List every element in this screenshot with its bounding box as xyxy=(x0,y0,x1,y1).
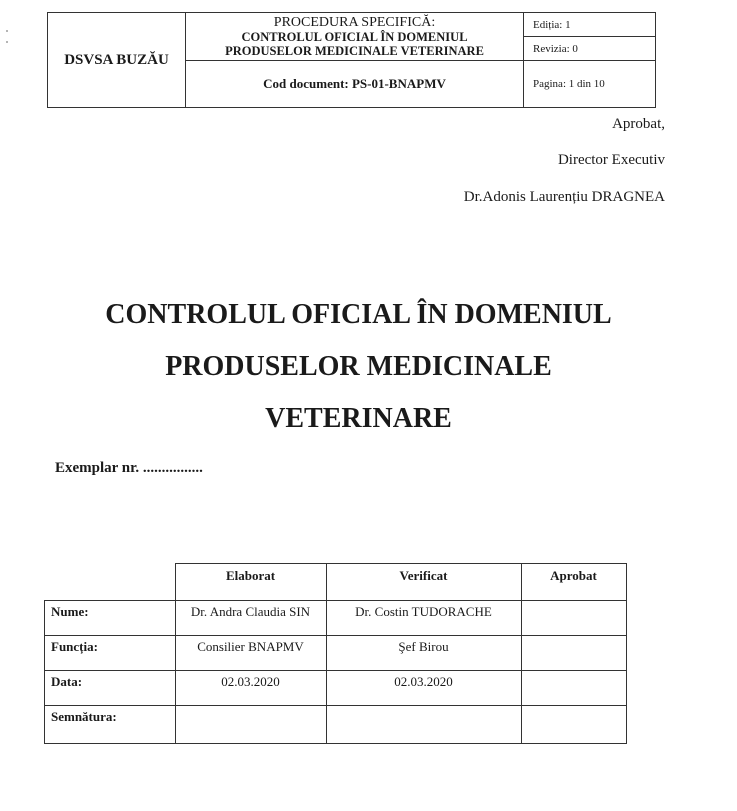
cell-aprobat-functia xyxy=(521,636,626,671)
header-verificat: Verificat xyxy=(326,564,521,601)
row-label-functia: Funcția: xyxy=(45,636,176,671)
approval-name: Dr.Adonis Laurențiu DRAGNEA xyxy=(463,189,665,205)
document-title-line1: CONTROLUL OFICIAL ÎN DOMENIUL xyxy=(105,299,612,330)
cell-verificat-functia: Şef Birou xyxy=(326,636,521,671)
header-aprobat: Aprobat xyxy=(521,564,626,601)
cell-aprobat-semnatura xyxy=(521,706,626,744)
cell-aprobat-data xyxy=(521,671,626,706)
document-title-line2: PRODUSELOR MEDICINALE xyxy=(165,351,552,382)
cell-elaborat-data: 02.03.2020 xyxy=(175,671,326,706)
table-row xyxy=(45,671,627,706)
signature-table xyxy=(44,563,627,744)
cell-elaborat-semnatura xyxy=(175,706,326,744)
organization-name: DSVSA BUZĂU xyxy=(48,13,186,108)
cell-verificat-data: 02.03.2020 xyxy=(326,671,521,706)
table-row xyxy=(45,636,627,671)
row-label-nume: Nume: xyxy=(45,601,176,636)
scan-artifact xyxy=(6,30,9,46)
approval-role: Director Executiv xyxy=(557,152,665,168)
revision-cell: Revizia: 0 xyxy=(524,37,656,61)
cell-elaborat-functia: Consilier BNAPMV xyxy=(175,636,326,671)
table-row xyxy=(45,601,627,636)
cell-aprobat-nume xyxy=(521,601,626,636)
procedure-subject-line1: CONTROLUL OFICIAL ÎN DOMENIUL xyxy=(241,29,468,44)
document-code: Cod document: PS-01-BNAPMV xyxy=(186,61,524,108)
header-elaborat: Elaborat xyxy=(175,564,326,601)
cell-verificat-semnatura xyxy=(326,706,521,744)
row-label-semnatura: Semnătura: xyxy=(45,706,176,744)
table-row xyxy=(45,706,627,744)
header-empty-cell xyxy=(45,564,176,601)
signature-table-header xyxy=(45,564,627,601)
procedure-label: PROCEDURA SPECIFICĂ: xyxy=(273,14,436,30)
document-title-line3: VETERINARE xyxy=(265,403,452,434)
exemplar-number: Exemplar nr. ................ xyxy=(55,460,203,476)
cell-verificat-nume: Dr. Costin TUDORACHE xyxy=(326,601,521,636)
page-number: Pagina: 1 din 10 xyxy=(524,61,656,108)
cell-elaborat-nume: Dr. Andra Claudia SIN xyxy=(175,601,326,636)
edition-cell: Ediția: 1 xyxy=(524,13,656,37)
procedure-title-cell xyxy=(186,13,524,61)
procedure-subject-line2: PRODUSELOR MEDICINALE VETERINARE xyxy=(225,43,484,58)
document-header xyxy=(47,12,656,108)
approval-label: Aprobat, xyxy=(612,116,665,132)
row-label-data: Data: xyxy=(45,671,176,706)
